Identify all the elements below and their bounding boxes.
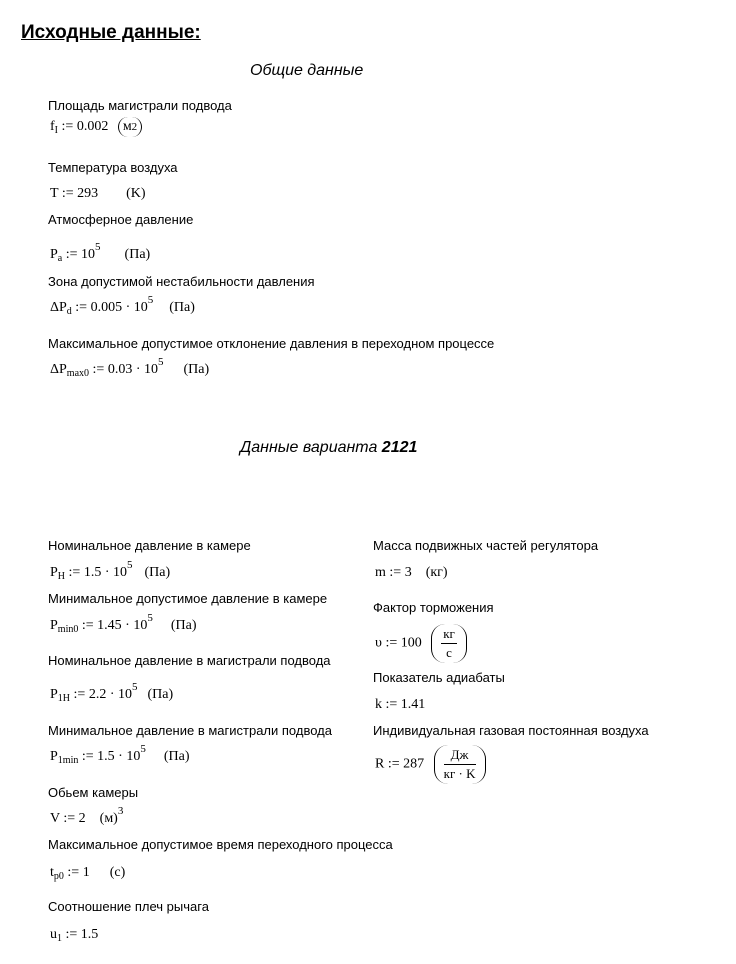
deviation-equation: $\Delta P_{max0}$ := $0.03 \cdot 10^5$ (Па): [50, 356, 210, 379]
area-label: Площадь магистрали подвода: [48, 98, 232, 113]
page-header: Исходные данные:: [21, 22, 201, 43]
nominal-line-pressure-equation: $P_{1H}$ := $2.2 \cdot 10^5$ (Па): [50, 681, 174, 704]
gas-constant-equation: R := 287 $\frac{Дж}{кг \cdot K}$: [375, 745, 486, 784]
nominal-chamber-pressure-label: Номинальное давление в камере: [48, 538, 251, 553]
area-equation: $f_I$ := 0.002 м 2: [50, 117, 142, 137]
chamber-volume-label: Обьем камеры: [48, 785, 139, 800]
transition-time-label: Максимальное допустимое время переходного процесса: [48, 837, 393, 852]
adiabatic-index-equation: k := 1.41: [375, 697, 426, 712]
atm-label: Атмосферное давление: [48, 212, 194, 227]
adiabatic-index-label: Показатель адиабаты: [373, 670, 505, 685]
nominal-chamber-pressure-equation: $P_H$ := $1.5 \cdot 10^5$ (Па): [50, 559, 171, 582]
temp-label: Температура воздуха: [48, 160, 178, 175]
general-section-title: Общие данные: [250, 62, 364, 79]
damping-factor-unit: $\frac{кг}{с}$: [431, 624, 467, 663]
gas-constant-label: Индивидуальная газовая постоянная воздуха: [373, 723, 649, 738]
zone-label: Зона допустимой нестабильности давления: [48, 274, 315, 289]
deviation-label: Максимальное допустимое отклонение давления в переходном процессе: [48, 336, 495, 351]
lever-ratio-label: Соотношение плеч рычага: [48, 899, 209, 914]
damping-factor-equation: υ := 100 $\frac{кг}{с}$: [375, 624, 467, 663]
zone-equation: $\Delta P_d$ := $0.005 \cdot 10^5$ (Па): [50, 294, 195, 317]
area-unit: м 2: [118, 117, 142, 137]
nominal-line-pressure-label: Номинальное давление в магистрали подвода: [48, 653, 331, 668]
gas-constant-unit: $\frac{Дж}{кг \cdot K}$: [434, 745, 486, 784]
min-line-pressure-equation: $P_{1min}$ := $1.5 \cdot 10^5$ (Па): [50, 743, 190, 766]
atm-equation: $P_a$ := $10^5$ (Па): [50, 241, 151, 264]
moving-mass-label: Масса подвижных частей регулятора: [373, 538, 599, 553]
moving-mass-equation: m := 3 (кг): [375, 565, 448, 580]
min-line-pressure-label: Минимальное давление в магистрали подвода: [48, 723, 332, 738]
chamber-volume-equation: V := 2 $(м)^3$: [50, 805, 124, 826]
min-chamber-pressure-equation: $P_{min0}$ := $1.45 \cdot 10^5$ (Па): [50, 612, 197, 635]
lever-ratio-equation: $u_1$ := 1.5: [50, 927, 99, 944]
min-chamber-pressure-label: Минимальное допустимое давление в камере: [48, 591, 328, 606]
damping-factor-label: Фактор торможения: [373, 600, 494, 615]
temp-equation: T := 293 (K): [50, 186, 146, 201]
variant-section-title: Данные варианта 2121: [240, 439, 418, 456]
transition-time-equation: $t_{p0}$ := 1 (с): [50, 865, 126, 882]
